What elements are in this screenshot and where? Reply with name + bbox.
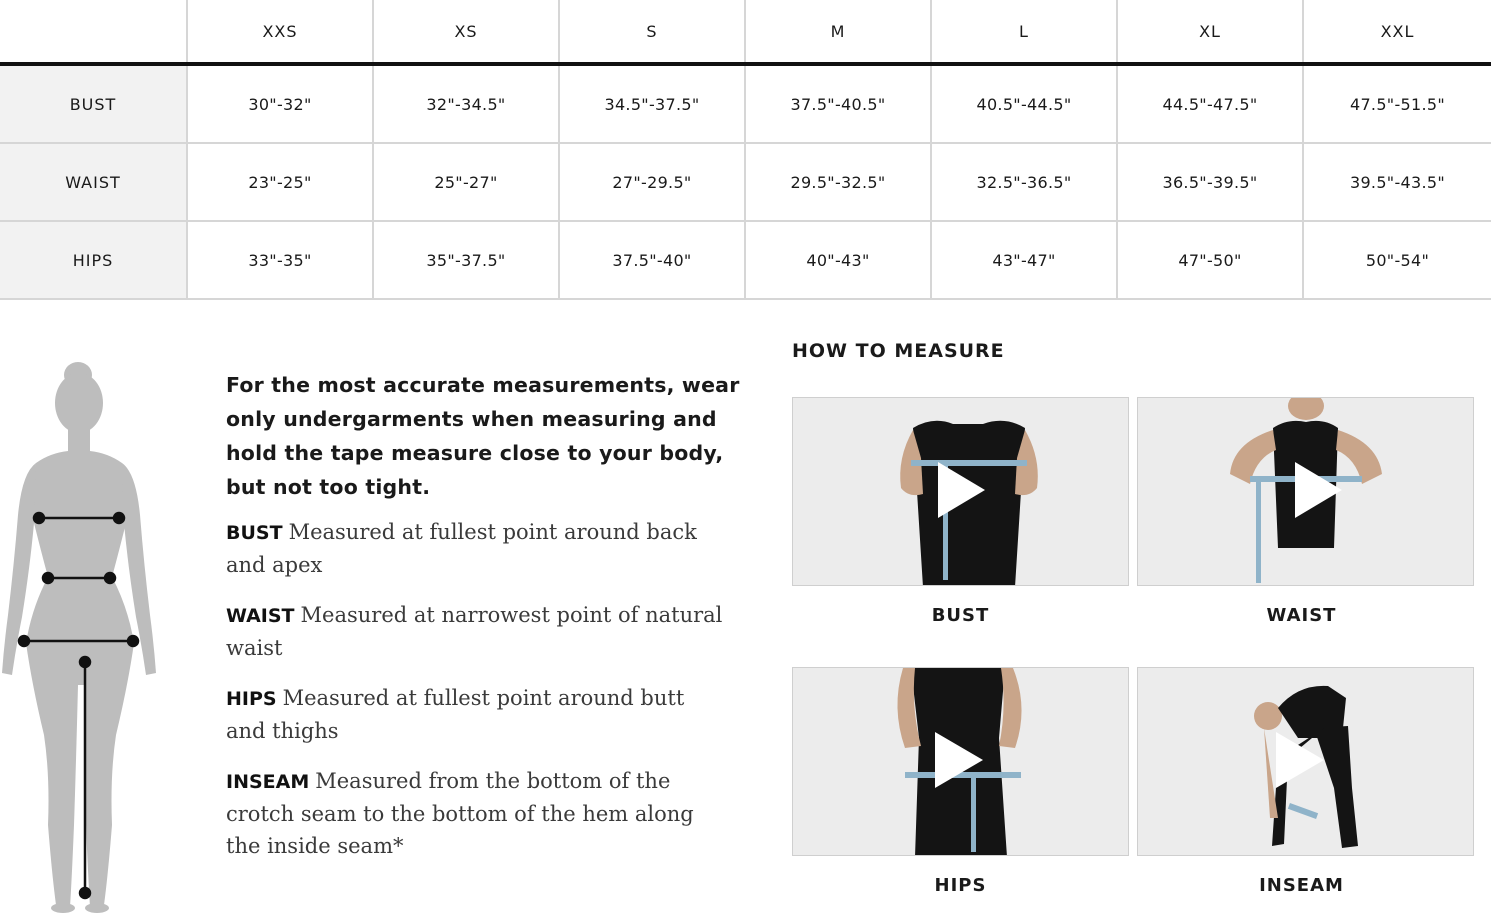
table-row-hips [0, 222, 1491, 300]
row-label-waist: WAIST [0, 144, 188, 222]
how-to-measure-heading: HOW TO MEASURE [792, 340, 1005, 362]
table-cell: 50"-54" [1304, 222, 1491, 300]
table-cell: 35"-37.5" [374, 222, 560, 300]
inseam-video-frame [1138, 668, 1474, 856]
hips-video-thumbnail[interactable] [792, 667, 1129, 856]
inseam-video-thumbnail[interactable] [1137, 667, 1474, 856]
table-cell: 34.5"-37.5" [560, 66, 746, 144]
bust-video-frame [793, 398, 1129, 586]
table-cell: 29.5"-32.5" [746, 144, 932, 222]
waist-description: Measured at narrowest point of natural waist [226, 603, 723, 660]
right-foot-shape [85, 903, 109, 913]
measurement-instructions [226, 368, 746, 880]
inseam-video-caption: INSEAM [1259, 875, 1344, 896]
waist-video-thumbnail[interactable] [1137, 397, 1474, 586]
left-foot-shape [51, 903, 75, 913]
size-header-xs: XS [374, 0, 560, 62]
inseam-description: Measured from the bottom of the crotch seam to the bottom of the hem along the inside seam* [226, 769, 694, 858]
bust-video-thumbnail[interactable] [792, 397, 1129, 586]
table-row-waist [0, 144, 1491, 222]
bust-description: Measured at fullest point around back and apex [226, 520, 697, 577]
size-header-xl: XL [1118, 0, 1304, 62]
table-cell: 32"-34.5" [374, 66, 560, 144]
size-header-s: S [560, 0, 746, 62]
waist-term: WAIST [226, 605, 295, 627]
measurement-intro-text: For the most accurate measurements, wear only undergarments when measuring and hold the tape measure close to your body, but not too tight. [226, 373, 740, 499]
table-cell: 44.5"-47.5" [1118, 66, 1304, 144]
inseam-instruction [226, 765, 726, 862]
table-cell: 23"-25" [188, 144, 374, 222]
table-cell: 36.5"-39.5" [1118, 144, 1304, 222]
waist-video-caption: WAIST [1266, 605, 1337, 626]
size-header-row [0, 0, 1491, 62]
size-header-m: M [746, 0, 932, 62]
corner-cell [0, 0, 188, 62]
table-cell: 47.5"-51.5" [1304, 66, 1491, 144]
bust-instruction [226, 516, 726, 581]
table-cell: 33"-35" [188, 222, 374, 300]
head-shape [55, 373, 103, 433]
hips-video-caption: HIPS [934, 875, 987, 896]
waist-instruction [226, 599, 726, 664]
size-header-xxl: XXL [1380, 21, 1415, 41]
table-cell: 37.5"-40.5" [746, 66, 932, 144]
table-cell: 27"-29.5" [560, 144, 746, 222]
inseam-term: INSEAM [226, 771, 310, 793]
table-row-bust [0, 66, 1491, 144]
hips-term: HIPS [226, 688, 277, 710]
size-header-l: L [932, 0, 1118, 62]
hips-description: Measured at fullest point around butt and thighs [226, 686, 685, 743]
table-cell: 40"-43" [746, 222, 932, 300]
table-cell: 37.5"-40" [560, 222, 746, 300]
bust-video-caption: BUST [931, 605, 990, 626]
hips-instruction [226, 682, 726, 747]
body-silhouette-illustration [0, 355, 160, 915]
waist-video-frame [1138, 398, 1474, 586]
bust-term: BUST [226, 522, 283, 544]
silhouette-svg [0, 355, 160, 915]
size-header-xxs: XXS [188, 0, 374, 62]
hips-video-frame [793, 668, 1129, 856]
row-label-bust: BUST [0, 66, 188, 144]
table-cell: 32.5"-36.5" [932, 144, 1118, 222]
row-label-hips: HIPS [0, 222, 188, 300]
table-cell: 40.5"-44.5" [932, 66, 1118, 144]
table-cell: 25"-27" [374, 144, 560, 222]
table-cell: 43"-47" [932, 222, 1118, 300]
neck-shape [68, 427, 90, 455]
table-cell: 47"-50" [1118, 222, 1304, 300]
table-cell: 39.5"-43.5" [1304, 144, 1491, 222]
table-cell: 30"-32" [188, 66, 374, 144]
